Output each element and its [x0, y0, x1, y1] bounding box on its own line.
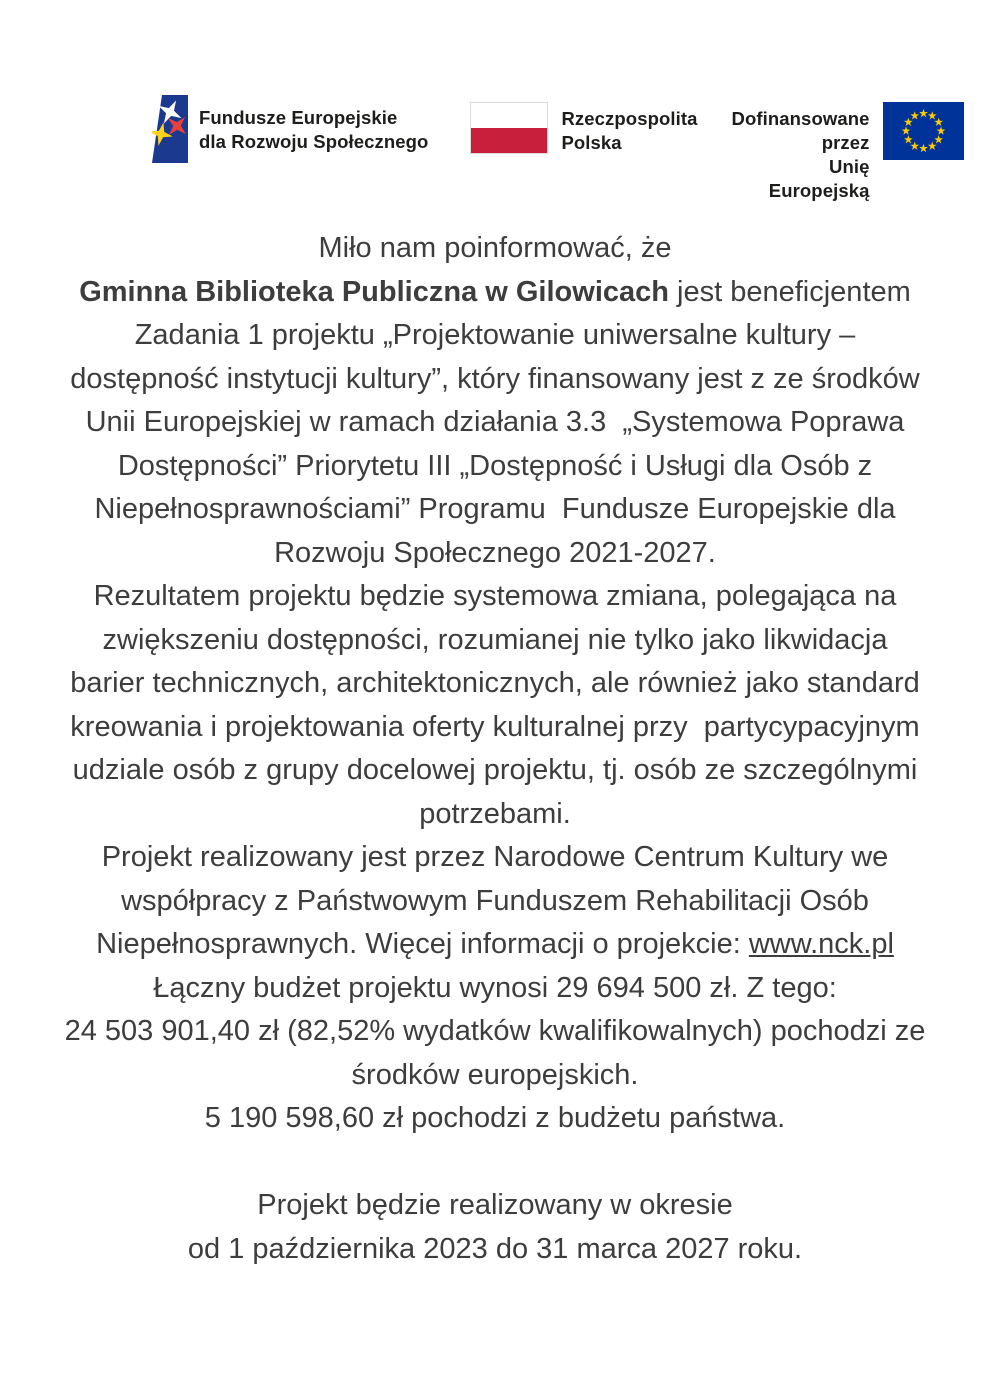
- text-line: Rezultatem projektu będzie systemowa zmiana, polegająca na: [93, 580, 897, 612]
- text-line: kreowania i projektowania oferty kulturalnej przy partycypacyjnym: [70, 710, 920, 743]
- link-prefix-text: Niepełnosprawnych. Więcej informacji o projekcie:: [96, 928, 749, 960]
- eu-flag-icon: [883, 102, 964, 160]
- fe-logo-label-line2: dla Rozwoju Społecznego: [199, 131, 429, 152]
- beneficiary-rest: jest beneficjentem: [668, 275, 911, 308]
- eu-logo-label: [725, 107, 870, 203]
- pl-logo-label-line2: Polska: [561, 132, 622, 153]
- funding-logo-banner: [0, 0, 990, 201]
- eu-funding-logo: [725, 102, 964, 203]
- eu-logo-label-line2: Unię Europejską: [768, 156, 870, 201]
- text-line: Rozwoju Społecznego 2021-2027.: [274, 536, 716, 569]
- text-line-budget-state: 5 190 598,60 zł pochodzi z budżetu państwa.: [204, 1102, 786, 1134]
- text-line: barier technicznych, architektonicznych, ale również jako standard: [70, 667, 920, 699]
- text-line-intro: Miło nam poinformować, że: [318, 232, 672, 264]
- beneficiary-name: Gminna Biblioteka Publiczna w Gilowicach: [79, 275, 669, 308]
- poland-flag-icon: [470, 102, 548, 154]
- fundusze-europejskie-logo: [152, 95, 428, 163]
- text-line-beneficiary: [0, 271, 990, 315]
- text-line: Zadania 1 projektu „Projektowanie uniwersalne kultury –: [134, 319, 856, 351]
- fe-flag-icon: [152, 95, 188, 163]
- text-line: współpracy z Państwowym Funduszem Rehabilitacji Osób: [121, 884, 869, 917]
- pl-logo-label-line1: Rzeczpospolita: [561, 108, 698, 129]
- text-line-with-link: [0, 923, 990, 967]
- text-line: Niepełnosprawnościami” Programu Fundusze Europejskie dla: [94, 493, 896, 525]
- announcement-text: [0, 227, 990, 1271]
- text-line: udziale osób z grupy docelowej projektu, tj. osób ze szczególnymi: [72, 754, 918, 786]
- fe-logo-label-line1: Fundusze Europejskie: [199, 107, 398, 128]
- text-line: potrzebami.: [419, 797, 571, 830]
- text-line-budget-total: Łączny budżet projektu wynosi 29 694 500 zł. Z tego:: [153, 971, 837, 1004]
- eu-logo-label-line1: Dofinansowane przez: [731, 108, 870, 153]
- fe-logo-label: [199, 106, 428, 154]
- text-line-dates: od 1 października 2023 do 31 marca 2027 roku.: [187, 1232, 803, 1265]
- text-line: środków europejskich.: [351, 1058, 639, 1091]
- text-line: dostępność instytucji kultury”, który finansowany jest z ze środków: [70, 362, 920, 395]
- text-line-period: Projekt będzie realizowany w okresie: [257, 1189, 733, 1221]
- rzeczpospolita-polska-logo: [470, 102, 697, 155]
- nck-website-link[interactable]: www.nck.pl: [748, 928, 894, 960]
- text-line: Dostępności” Priorytetu III „Dostępność i Usługi dla Osób z: [117, 449, 873, 482]
- pl-logo-label: [561, 107, 697, 155]
- text-line: zwiększeniu dostępności, rozumianej nie tylko jako likwidacja: [102, 623, 888, 656]
- text-line-budget-eu: 24 503 901,40 zł (82,52% wydatków kwalifikowalnych) pochodzi ze: [64, 1015, 926, 1047]
- blank-line: [0, 1141, 990, 1185]
- text-line: Unii Europejskiej w ramach działania 3.3 „Systemowa Poprawa: [85, 406, 905, 438]
- text-line: Projekt realizowany jest przez Narodowe Centrum Kultury we: [101, 841, 889, 873]
